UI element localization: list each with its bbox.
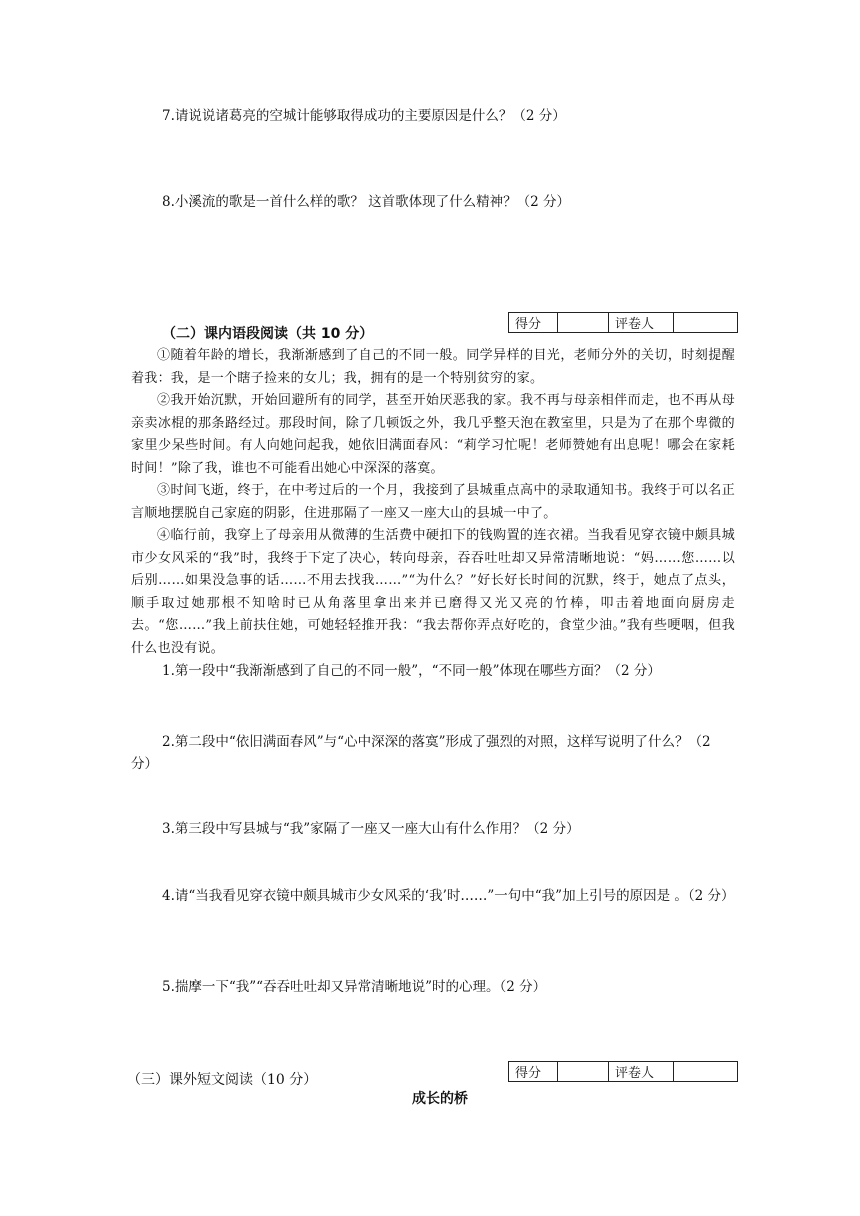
paragraph-1: ①随着年龄的增长，我渐渐感到了自己的不同一般。同学异样的目光，老师分外的关切，时刻提醒着我：我，是一个瞎子捡来的女儿；我，拥有的是一个特别贫穷的家。 [131,348,735,386]
section-2-passage [131,345,735,660]
question-s2-5: 5.揣摩一下“我”“吞吞吐吐却又异常清晰地说”时的心理。（2 分） [162,979,547,995]
grader-label: 评卷人 [609,1062,674,1082]
article-title: 成长的桥 [412,1091,468,1107]
paragraph-2: ②我开始沉默，开始回避所有的同学，甚至开始厌恶我的家。我不再与母亲相伴而走，也不再从母亲卖冰棍的那条路经过。那段时间，除了几顿饭之外，我几乎整天泡在教室里，只是为了在那个卑微的家里少呆些时间。有人向她问起我，她依旧满面春风：“莉学习忙呢！老师赞她有出息呢！哪会在家耗时间！”除了我，谁也不可能看出她心中深深的落寞。 [131,393,735,476]
score-table [508,312,738,333]
grader-cell[interactable] [674,313,738,333]
grader-label: 评卷人 [609,313,674,333]
question-s2-2: 2.第二段中“依旧满面春风”与“心中深深的落寞”形成了强烈的对照，这样写说明了什么？（2 分） [131,734,711,772]
grader-cell[interactable] [674,1062,738,1082]
score-cell[interactable] [558,313,609,333]
question-8: 8.小溪流的歌是一首什么样的歌？ 这首歌体现了什么精神？（2 分） [162,194,571,210]
score-table [508,1061,738,1082]
section-3-title: （三）课外短文阅读（10 分） [127,1072,318,1088]
question-s2-1: 1.第一段中“我渐渐感到了自己的不同一般”，“不同一般”体现在哪些方面？（2 分） [162,663,661,679]
question-7: 7.请说说诸葛亮的空城计能够取得成功的主要原因是什么？（2 分） [162,108,566,124]
score-label: 得分 [509,313,558,333]
section-2-title: （二）课内语段阅读（共 10 分） [162,326,374,342]
question-s2-4: 4.请“当我看见穿衣镜中颇具城市少女风采的‘我’时……”一句中“我”加上引号的原因是 。（2 分） [162,888,735,904]
paragraph-4: ④临行前，我穿上了母亲用从微薄的生活费中硬扣下的钱购置的连衣裙。当我看见穿衣镜中颇具城市少女风采的“我”时，我终于下定了决心，转向母亲，吞吞吐吐却又异常清晰地说：“妈……您……以后别……如果没急事的话……不用去找我……”“为什么？”好长好长时间的沉默，终于，她点了点头，顺手取过她那根不知啥时已从角落里拿出来并已磨得又光又亮的竹棒，叩击着地面向厨房走去。“您……”我上前扶住她，可她轻轻推开我：“我去帮你弄点好吃的，食堂少油。”我有些哽咽，但我什么也没有说。 [131,528,735,656]
score-cell[interactable] [558,1062,609,1082]
score-label: 得分 [509,1062,558,1082]
paragraph-3: ③时间飞逝，终于，在中考过后的一个月，我接到了县城重点高中的录取通知书。我终于可以名正言顺地摆脱自己家庭的阴影，住进那隔了一座又一座大山的县城一中了。 [131,483,735,521]
question-s2-3: 3.第三段中写县城与“我”家隔了一座又一座大山有什么作用？（2 分） [162,821,580,837]
